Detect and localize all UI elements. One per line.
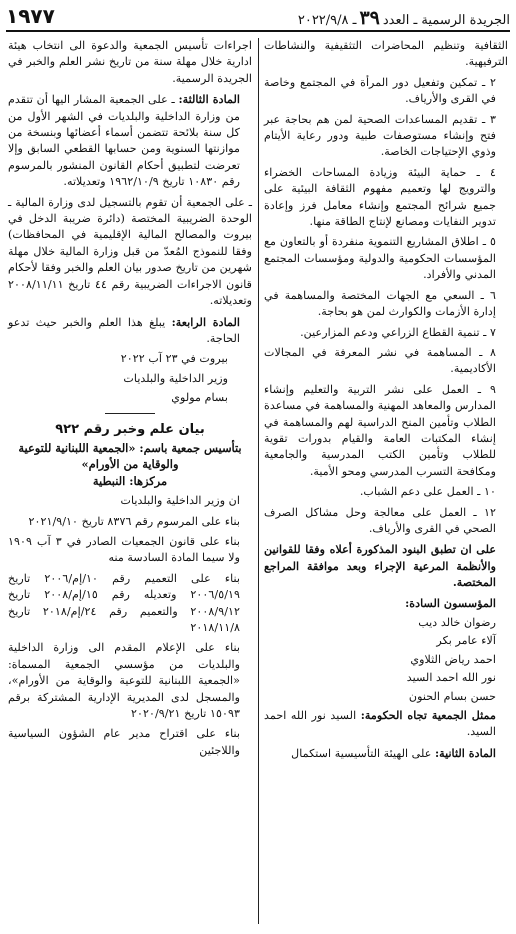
gov-rep-label: ممثل الجمعية تجاه الحكومة: <box>360 708 496 723</box>
paragraph: اجراءات تأسيس الجمعية والدعوة الى انتخاب هيئة ادارية خلال مهلة سنة من تاريخ نشر العلم والخبر في الجريدة الرسمية. <box>8 39 252 85</box>
right-column <box>264 38 508 766</box>
objective-item: ١٠ ـ العمل على دعم الشباب. <box>359 485 496 499</box>
sign-minister-name: بسام مولوي <box>171 391 228 405</box>
article-two <box>264 745 508 762</box>
article-four-text: يبلغ هذا العلم والخبر حيث تدعو الحاجة. <box>8 315 240 345</box>
objective-item: ٧ ـ تنمية القطاع الزراعي ودعم المزارعين. <box>300 325 496 339</box>
objective-item: ٤ ـ حماية البيئة وزيادة المساحات الخضراء والترويج لها وتعميم مفهوم الثقافة البيئية على جميع شرائح المجتمع وإنشاء معامل فرز وإعادة تدوير النفايات ومصانع لإنتاج الطاقة منها. <box>264 165 496 229</box>
objective-item: ٩ ـ العمل على نشر التربية والتعليم وإنشاء المدارس والمعاهد المهنية والمساهمة في مساعدة الطلاب وتأمين المنح الدراسية لهم والمساهمة في إنشاء المكتبات العامة والقيام بدورات تقوية للطلاب وتأمين الكتب المدرسية والجامعية ومكافحة التسرب المدرسي ومحو الأمية. <box>264 382 496 478</box>
gov-rep-name: السيد نور الله احمد السيد. <box>264 709 496 739</box>
signature-block <box>8 351 252 406</box>
gazette-name: الجريدة الرسمية ـ العدد <box>382 13 510 28</box>
notice-association-name: بتأسيس جمعية باسم: «الجمعية اللبنانية للتوعية والوقاية من الأورام» <box>18 440 242 472</box>
article-three <box>8 91 252 190</box>
gazette-title <box>298 7 510 29</box>
notice-paragraph: بناء على قانون الجمعيات الصادر في ٣ آب ١٩٠٩ ولا سيما المادة السادسة منه <box>8 534 240 565</box>
article-two-label: المادة الثانية: <box>434 745 496 760</box>
founders-list <box>264 615 508 705</box>
sign-minister-title: وزير الداخلية والبلديات <box>123 371 228 385</box>
left-column <box>8 38 252 763</box>
founder-name: نور الله احمد السيد <box>406 671 496 685</box>
separator-line <box>105 413 155 414</box>
objective-item: ٢ ـ تمكين وتفعيل دور المرأة في المجتمع وخاصة في القرى والأرياف. <box>264 75 496 106</box>
paragraph: الثقافية وتنظيم المحاضرات التثقيفية والنشاطات الترفيهية. <box>264 39 508 69</box>
notice-paragraph: بناء على المرسوم رقم ٨٣٧٦ تاريخ ٢٠٢١/٩/١٠ <box>28 514 240 528</box>
objective-item: ١٢ ـ العمل على معالجة وحل مشاكل الصرف الصحي في القرى والأرياف. <box>264 505 496 535</box>
founder-name: احمد رياض الثلاوي <box>410 652 496 666</box>
page-header <box>6 4 510 32</box>
issue-number: ٣٩ <box>359 7 380 29</box>
notice-paragraph: ان وزير الداخلية والبلديات <box>120 494 240 508</box>
article-two-text: على الهيئة التأسيسية استكمال <box>291 746 432 760</box>
page-number: ١٩٧٧ <box>6 4 55 28</box>
objective-item: ٥ ـ اطلاق المشاريع التنموية منفردة أو بالتعاون مع المؤسسات الحكومية والدولية ومؤسسات المجتمع المدني والأفراد. <box>264 235 496 282</box>
objective-item: ٦ ـ السعي مع الجهات المختصة والمساهمة في إدارة الأزمات والكوارث لمن هو بحاجة. <box>264 288 496 319</box>
objective-item: ٣ ـ تقديم المساعدات الصحية لمن هم بحاجة عبر فتح وإنشاء مستوصفات طبية ودور رعاية الأيتام وذوي الإحتياجات الخاصة. <box>264 112 496 159</box>
objective-item: ٨ ـ المساهمة في نشر المعرفة في المجالات الأكاديمية. <box>264 345 496 376</box>
notice-paragraph: بناء على التعميم رقم ١٠/إم/٢٠٠٦ تاريخ ٢٠٠٦/٥/١٩ وتعديله رقم ١٥/إم/٢٠٠٨ تاريخ ٢٠٠٨/٩/١٢ والتعميم رقم ٢٤/إم/٢٠١٨ تاريخ ٢٠١٨/١١/٨ <box>8 571 240 634</box>
article-three-text-2: ـ على الجمعية أن تقوم بالتسجيل لدى وزارة المالية ـ الوحدة الضريبية المختصة (دائرة ضريبة الدخل في بيروت والمصالح المالية الإقليمية في المحافظات) وفقا للنموذج المُعدّ من قبل وزارة المالية خلال مهلة شهرين من تاريخ صدور بيان العلم والخبر وفقا لأحكام قانون الاجراءات الضريبية رقم ٤٤ تاريخ ٢٠٠٨/١١/١١ وتعديلاته. <box>8 195 252 308</box>
column-divider <box>258 38 259 924</box>
founder-name: حسن بسام الحنون <box>408 689 496 703</box>
notice-title: بيان علم وخبر رقم ٩٢٢ <box>55 421 205 437</box>
notice-paragraph: بناء على اقتراح مدير عام الشؤون السياسية واللاجئين <box>8 727 240 757</box>
gov-representative <box>264 707 508 741</box>
conditions-paragraph: على ان تطبق البنود المذكورة أعلاه وفقا للقوانين والأنظمة المرعية الإجراء وبعد موافقة المراجع المختصة. <box>264 542 496 590</box>
founder-name: آلاء عامر بكر <box>436 634 496 648</box>
issue-date: ـ ٢٠٢٢/٩/٨ <box>297 13 357 28</box>
article-four <box>8 314 252 348</box>
notice-paragraph: بناء على الإعلام المقدم الى وزارة الداخلية والبلديات من مؤسسي الجمعية المسماة: «الجمعية اللبنانية للتوعية والوقاية من الأورام»، والمسجل لدى المديرية الإدارية المشتركة برقم ١٥٠٩٣ تاريخ ٢٠٢٠/٩/٢١ <box>8 641 240 721</box>
sign-place-date: بيروت في ٢٣ آب ٢٠٢٢ <box>120 352 228 366</box>
notice-headquarters: مركزها: النبطية <box>92 473 168 488</box>
founder-name: رضوان خالد ديب <box>418 616 496 629</box>
article-three-text: ـ على الجمعية المشار اليها أن تتقدم من وزارة الداخلية والبلديات في الشهر الأول من كل سنة بلائحة تتضمن أسماء أعضائها وبنسخة من موازنتها السنوية ومن حسابها القطعي السابق وإلا تعرضت لتطبيق أحكام القانون المنشور بالمرسوم رقم ١٠٨٣٠ تاريخ ١٩٦٢/١٠/٩ وتعديلاته. <box>8 93 240 189</box>
article-three-label: المادة الثالثة: <box>178 92 240 107</box>
article-four-label: المادة الرابعة: <box>171 314 240 329</box>
founders-heading: المؤسسون السادة: <box>405 595 496 610</box>
